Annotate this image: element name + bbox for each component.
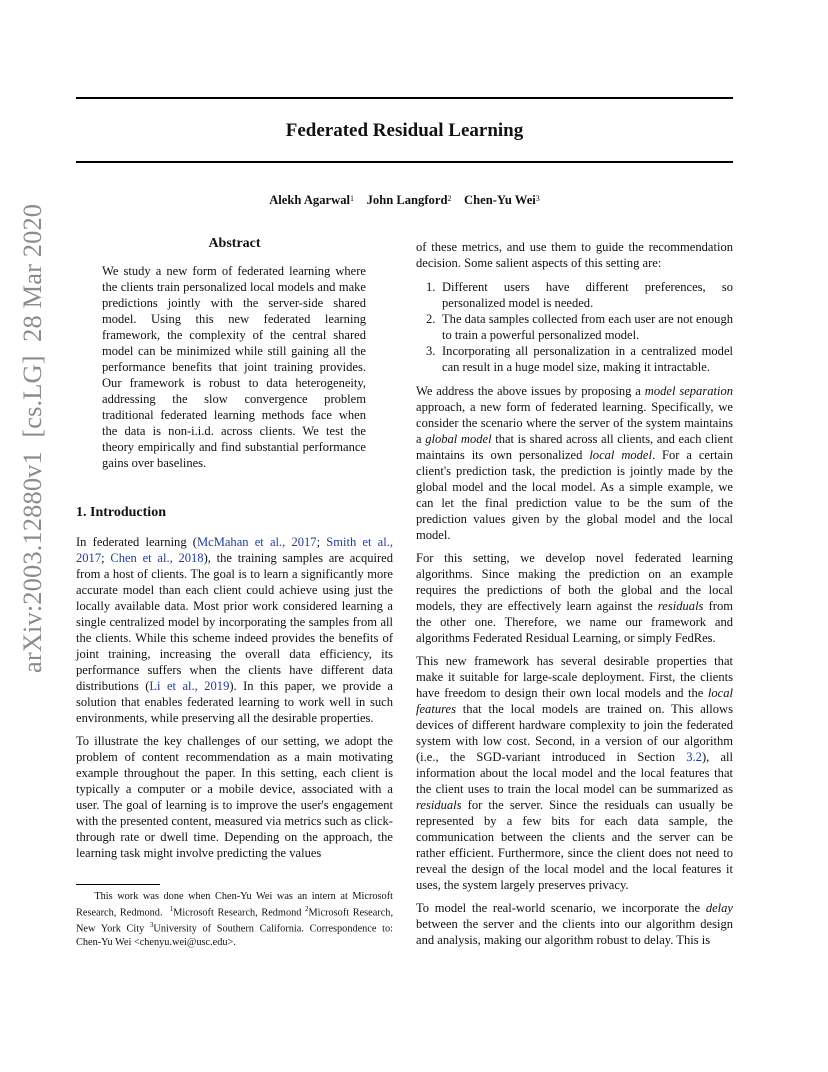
text-run: that the local models are trained on. This allows devices of different hardware complexity to join the federated system with low cost. Second, in a version of our algorithm (i.e., the SGD-variant introduced in Section <box>416 702 733 764</box>
citation-link[interactable]: Li et al., 2019 <box>149 679 230 693</box>
emphasis: residuals <box>416 798 462 812</box>
affiliation-mark: 1 <box>169 905 174 913</box>
paper-title: Federated Residual Learning <box>285 120 524 141</box>
emphasis: global model <box>425 432 492 446</box>
text-run: approach, a new form of federated learning. Specifically, we consider the scenario where the server of the system maintains a <box>416 400 733 446</box>
abstract-paragraph: We study a new form of federated learning where the clients train personalized local models and make predictions jointly with the server-side shared model. Using this new federated learning framework, the complexity of the central shared model can be minimized while still gaining all the performance benefits that joint training provides. Our framework is robust to data heterogeneity, addressing the slow convergence problem traditional federated learning methods face when the data is non-i.i.d. across clients. We test the theory empirically and find substantial performance gains over baselines. <box>102 264 366 470</box>
text-run: We address the above issues by proposing a <box>416 384 645 398</box>
paragraph <box>76 534 393 726</box>
arxiv-stamp: arXiv:2003.12880v1 [cs.LG] 28 Mar 2020 <box>17 203 47 673</box>
affiliation-mark: 2 <box>305 905 309 913</box>
text-run: ), the training samples are acquired from a host of clients. The goal is to learn a significantly more accurate model than each client could achieve using just the locally available data. Most prior work considered learning a single centralized model by incorporating the samples from all the clients. While this scheme indeed provides the benefits of joint training, increasing the overall data efficiency, its performance suffers when the clients have different data distributions ( <box>76 551 393 693</box>
author-name: John Langford <box>366 193 448 207</box>
author-name: Chen-Yu Wei <box>464 193 536 207</box>
paragraph <box>416 383 733 543</box>
text-run: . For a certain client's prediction task, the prediction is jointly made by the global model and the local model. As a simple example, we can let the final prediction value to be the sum of the prediction values given by the global model and the local model. <box>416 448 733 542</box>
footnote <box>76 890 393 949</box>
author-list <box>76 191 733 209</box>
abstract-text <box>102 263 366 471</box>
list-item-text: Different users have different preferences, so personalized model is needed. <box>442 280 733 310</box>
citation-link[interactable]: Chen et al., 2018 <box>110 551 204 565</box>
section-heading: 1. Introduction <box>76 505 166 520</box>
author-affiliation-mark: 2 <box>447 194 452 203</box>
list-item <box>416 343 733 375</box>
footnote-text: University of Southern California. Correspondence to: Chen-Yu Wei <chenyu.wei@usc.edu>. <box>76 923 394 948</box>
text-run: ). In this paper, we provide a solution that enables federated learning to work well in such environments, while preserving all the desirable properties. <box>76 679 393 725</box>
affiliation-mark: 3 <box>149 921 154 930</box>
text-run: from the other one. Therefore, we name our framework and algorithms Federated Residual Learning, or simply FedRes. <box>416 599 734 645</box>
abstract-heading: Abstract <box>208 236 261 251</box>
list-item-text: The data samples collected from each user are not enough to train a powerful personalized model. <box>442 312 733 342</box>
text-run: In federated learning ( <box>76 535 197 549</box>
section-reference-link[interactable]: 3.2 <box>686 750 702 764</box>
emphasis: local model <box>589 448 652 462</box>
text-run: that is shared across all clients, and each client maintains its own personalized <box>416 432 733 462</box>
list-number: 2. <box>426 312 436 326</box>
numbered-list <box>416 279 733 375</box>
paragraph <box>416 550 733 646</box>
author-affiliation-mark: 1 <box>350 194 355 203</box>
footnote-text: Microsoft Research, Redmond <box>173 907 302 919</box>
text-run: ; <box>316 535 327 549</box>
text-run: for the server. Since the residuals can usually be represented by a few bits for each data sample, the communication between the clients and the server can be rather efficient. Furthermore, since the client does not need to reveal the design of the local model and the local features it uses, the system largely preserves privacy. <box>416 798 733 892</box>
author-name: Alekh Agarwal <box>269 193 351 207</box>
footnote-rule <box>76 884 160 885</box>
text-run: ), all information about the local model and the local features that the client uses to train the local model can be summarized as <box>416 750 733 796</box>
list-item <box>416 279 733 311</box>
footnote-text: This work was done when Chen-Yu Wei was an intern at Microsoft Research, Redmond. <box>76 891 393 919</box>
citation-link[interactable]: McMahan et al., 2017 <box>196 535 317 549</box>
text-run: between the server and the clients into our algorithm design and analysis, making our algorithm robust to delay. This is <box>416 917 733 947</box>
left-column-body <box>76 534 393 861</box>
paragraph: To illustrate the key challenges of our setting, we adopt the problem of content recommendation as a main motivating example throughout the paper. In this setting, each client is typically a computer or a mobile device, associated with a user. The goal of learning is to improve the user's engagement with the presented content, measured via metrics such as click-through rate or dwell time. Depending on the approach, the learning task might involve predicting the values <box>76 734 393 860</box>
right-column-body <box>416 239 733 948</box>
emphasis: model separation <box>644 384 733 398</box>
text-run: For this setting, we develop novel federated learning algorithms. Since making the prediction on an example requires the predictions of both the global and the local models, they are effectively learn against the <box>416 551 733 613</box>
text-run: This new framework has several desirable properties that make it suitable for large-scale deployment. First, the clients have freedom to design their own local models and the <box>416 654 733 700</box>
citation-link[interactable]: Smith et al., 2017 <box>76 535 394 565</box>
emphasis: local features <box>416 686 733 716</box>
list-item-text: Incorporating all personalization in a centralized model can result in a huge model size, making it intractable. <box>442 344 733 374</box>
text-run: ; <box>101 551 111 565</box>
list-number: 3. <box>426 344 436 358</box>
emphasis: delay <box>705 901 733 915</box>
paragraph <box>416 653 733 893</box>
list-number: 1. <box>426 280 436 294</box>
title-rule-top <box>76 97 733 99</box>
emphasis: residuals <box>657 599 704 613</box>
list-item <box>416 311 733 343</box>
paragraph: of these metrics, and use them to guide the recommendation decision. Some salient aspects of this setting are: <box>416 240 733 270</box>
footnote-text: Microsoft Research, New York City <box>76 907 394 935</box>
author-affiliation-mark: 3 <box>535 194 540 203</box>
text-run: To model the real-world scenario, we incorporate the <box>416 901 706 915</box>
paragraph <box>416 900 733 948</box>
title-rule-bottom <box>76 161 733 163</box>
